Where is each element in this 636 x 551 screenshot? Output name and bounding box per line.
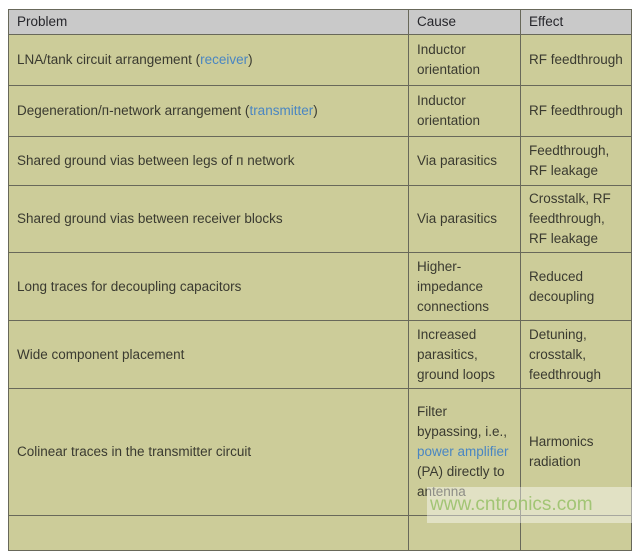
transmitter-link[interactable]: transmitter — [249, 103, 314, 118]
cause-text: Inductor orientation — [417, 93, 481, 128]
cause-text: Via parasitics — [417, 211, 498, 226]
cause-cell — [409, 186, 521, 253]
table-row — [9, 137, 632, 186]
problem-cell — [9, 321, 409, 389]
effect-cell — [521, 137, 632, 186]
watermark — [427, 487, 636, 523]
cause-text: Higher-impedance connections — [417, 258, 490, 314]
problem-text: ) — [248, 52, 253, 67]
problem-text: Shared ground vias between legs of п network — [17, 153, 295, 168]
problem-text: Degeneration/п-network arrangement ( — [17, 103, 250, 118]
cause-cell — [409, 321, 521, 389]
cause-text: Via parasitics — [417, 153, 498, 168]
problem-cell — [9, 186, 409, 253]
problem-text: Shared ground vias between receiver blocks — [17, 211, 283, 226]
receiver-link[interactable]: receiver — [200, 52, 249, 67]
problem-cell — [9, 253, 409, 321]
effect-text: RF feedthrough — [529, 103, 623, 118]
problem-text: Colinear traces in the transmitter circuit — [17, 444, 252, 459]
cause-text: Inductor orientation — [417, 42, 481, 77]
effect-text: RF feedthrough — [529, 52, 623, 67]
table-body — [9, 35, 632, 551]
problem-cell — [9, 35, 409, 86]
effect-cell — [521, 253, 632, 321]
effect-text: Detuning, crosstalk, feedthrough — [529, 326, 602, 382]
cause-text: (PA) directly to antenna — [417, 464, 505, 499]
problem-text: Wide component placement — [17, 346, 185, 362]
problem-text: LNA/tank circuit arrangement ( — [17, 52, 201, 67]
table-row — [9, 35, 632, 86]
cause-cell — [409, 86, 521, 137]
problem-text: ) — [313, 103, 318, 118]
problem-text: Long traces for decoupling capacitors — [17, 278, 242, 294]
effect-text: Feedthrough, RF leakage — [529, 143, 610, 178]
col-header-effect: Effect — [521, 10, 632, 35]
cause-cell — [409, 253, 521, 321]
effect-text: Harmonics radiation — [529, 434, 594, 469]
effect-cell — [521, 321, 632, 389]
effect-text: Reduced decoupling — [529, 268, 595, 304]
table-row — [9, 186, 632, 253]
cause-text: Increased parasitics, ground loops — [417, 326, 496, 382]
effect-cell — [521, 35, 632, 86]
problem-cell — [9, 137, 409, 186]
pcb-issues-table — [8, 9, 632, 551]
table-header — [9, 10, 632, 35]
power-amplifier-link[interactable]: power amplifier — [417, 444, 509, 459]
effect-cell — [521, 186, 632, 253]
cause-cell — [409, 137, 521, 186]
problem-cell — [9, 516, 409, 551]
header-row — [9, 10, 632, 35]
effect-text: Crosstalk, RF feedthrough, RF leakage — [529, 191, 611, 246]
problem-cell — [9, 389, 409, 516]
watermark-text: www.cntronics.com — [430, 494, 593, 515]
problem-cell — [9, 86, 409, 137]
col-header-problem: Problem — [9, 10, 409, 35]
table-row — [9, 253, 632, 321]
effect-cell — [521, 86, 632, 137]
table-row — [9, 86, 632, 137]
table-row — [9, 321, 632, 389]
col-header-cause: Cause — [409, 10, 521, 35]
cause-cell — [409, 35, 521, 86]
cause-text: Filter bypassing, i.e., — [417, 404, 508, 439]
